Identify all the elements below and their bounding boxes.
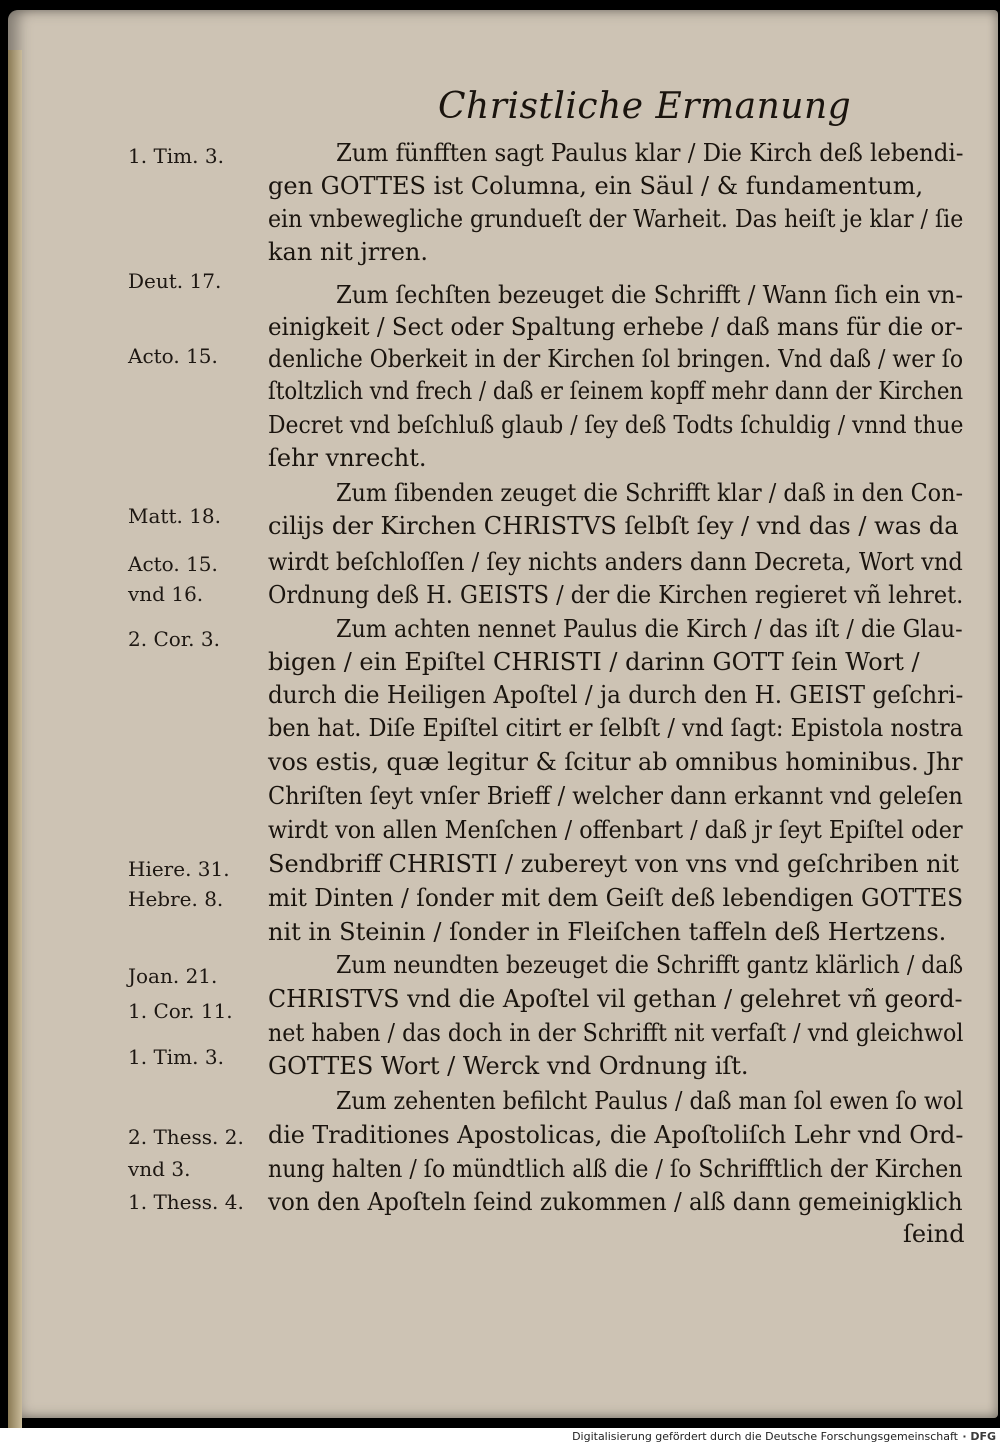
text-line: Chriſten ſeyt vnſer Brieff / welcher dann erkannt vnd geleſen (268, 782, 963, 810)
text-line: gen GOTTES ist Columna, ein Säul / & fundamentum, (268, 172, 924, 200)
text-line: ſtoltzlich vnd frech / daß er ſeinem kopff mehr dann der Kirchen (268, 377, 964, 405)
text-line: wirdt beſchloſſen / ſey nichts anders dann Decreta, Wort vnd (268, 548, 963, 576)
text-line: wirdt von allen Menſchen / offenbart / daß jr ſeyt Epiſtel oder (268, 816, 963, 844)
text-line: Zum achten nennet Paulus die Kirch / das iſt / die Glau- (336, 615, 963, 643)
text-line: die Traditiones Apostolicas, die Apoſtoliſch Lehr vnd Ord- (268, 1121, 964, 1149)
text-line: denliche Oberkeit in der Kirchen ſol bringen. Vnd daß / wer ſo (268, 345, 964, 373)
text-line: net haben / das doch in der Schrifft nit verfaſt / vnd gleichwol (268, 1019, 964, 1047)
dfg-logo: · DFG (962, 1430, 996, 1443)
text-line: Zum ſechſten bezeuget die Schrifft / Wann ſich ein vn- (336, 281, 964, 309)
margin-note: 1. Tim. 3. (128, 144, 224, 168)
margin-note: Hebre. 8. (128, 887, 224, 911)
margin-note: 1. Thess. 4. (128, 1190, 244, 1214)
text-line: kan nit jrren. (268, 238, 429, 266)
text-line: Sendbriff CHRISTI / zubereyt von vns vnd geſchriben nit (268, 850, 959, 878)
text-line: ein vnbewegliche grundueſt der Warheit. Das heiſt je klar / ſie (268, 205, 964, 233)
text-line: nit in Steinin / ſonder in Fleiſchen taffeln deß Hertzens. (268, 918, 947, 946)
margin-note: Acto. 15. (128, 344, 218, 368)
text-line: CHRISTVS vnd die Apoſtel vil gethan / gelehret vñ geord- (268, 985, 963, 1013)
text-line: Zum neundten bezeuget die Schrifft gantz klärlich / daß (336, 951, 964, 979)
margin-note: 1. Cor. 11. (128, 999, 233, 1023)
text-line: ſehr vnrecht. (268, 444, 427, 472)
text-line: Ordnung deß H. GEISTS / der die Kirchen regieret vñ lehret. (268, 581, 964, 609)
text-line: Zum ſibenden zeuget die Schrifft klar / daß in den Con- (336, 479, 964, 507)
text-line: bigen / ein Epiſtel CHRISTI / darinn GOTT ſein Wort / (268, 648, 920, 676)
funding-credit: Digitalisierung gefördert durch die Deutsche Forschungsgemeinschaft (572, 1430, 958, 1443)
margin-note: vnd 16. (128, 582, 204, 606)
text-line: mit Dinten / ſonder mit dem Geiſt deß lebendigen GOTTES (268, 884, 964, 912)
text-line: einigkeit / Sect oder Spaltung erhebe / daß mans für die or- (268, 313, 963, 341)
margin-note: 2. Thess. 2. (128, 1125, 244, 1149)
margin-note: Matt. 18. (128, 504, 221, 528)
margin-note: Deut. 17. (128, 269, 222, 293)
text-line: Zum fünfften sagt Paulus klar / Die Kirch deß lebendi- (336, 139, 964, 167)
catchword: ſeind (903, 1220, 965, 1248)
text-line: GOTTES Wort / Werck vnd Ordnung iſt. (268, 1052, 749, 1080)
text-line: durch die Heiligen Apoſtel / ja durch den H. GEIST geſchri- (268, 681, 964, 709)
text-line: cilijs der Kirchen CHRISTVS ſelbſt ſey / vnd das / was da (268, 512, 959, 540)
text-line: Decret vnd beſchluß glaub / ſey deß Todts ſchuldig / vnnd thue (268, 411, 964, 439)
page-gutter-edge (8, 50, 22, 1430)
text-line: ben hat. Diſe Epiſtel citirt er ſelbſt / vnd ſagt: Epistola nostra (268, 714, 964, 742)
margin-note: Hiere. 31. (128, 857, 230, 881)
margin-note: vnd 3. (128, 1157, 191, 1181)
running-head: Christliche Ermanung (438, 86, 852, 127)
margin-note: Acto. 15. (128, 552, 218, 576)
text-line: Zum zehenten befilcht Paulus / daß man ſol ewen ſo wol (336, 1087, 964, 1115)
text-line: nung halten / ſo mündtlich alß die / ſo Schrifftlich der Kirchen (268, 1155, 963, 1183)
margin-note: Joan. 21. (128, 964, 218, 988)
margin-note: 2. Cor. 3. (128, 627, 220, 651)
text-line: von den Apoſteln ſeind zukommen / alß dann gemeinigklich (268, 1188, 963, 1216)
text-line: vos estis, quæ legitur & ſcitur ab omnibus hominibus. Jhr (268, 748, 963, 776)
footer-bar (0, 1428, 1000, 1447)
margin-note: 1. Tim. 3. (128, 1045, 224, 1069)
